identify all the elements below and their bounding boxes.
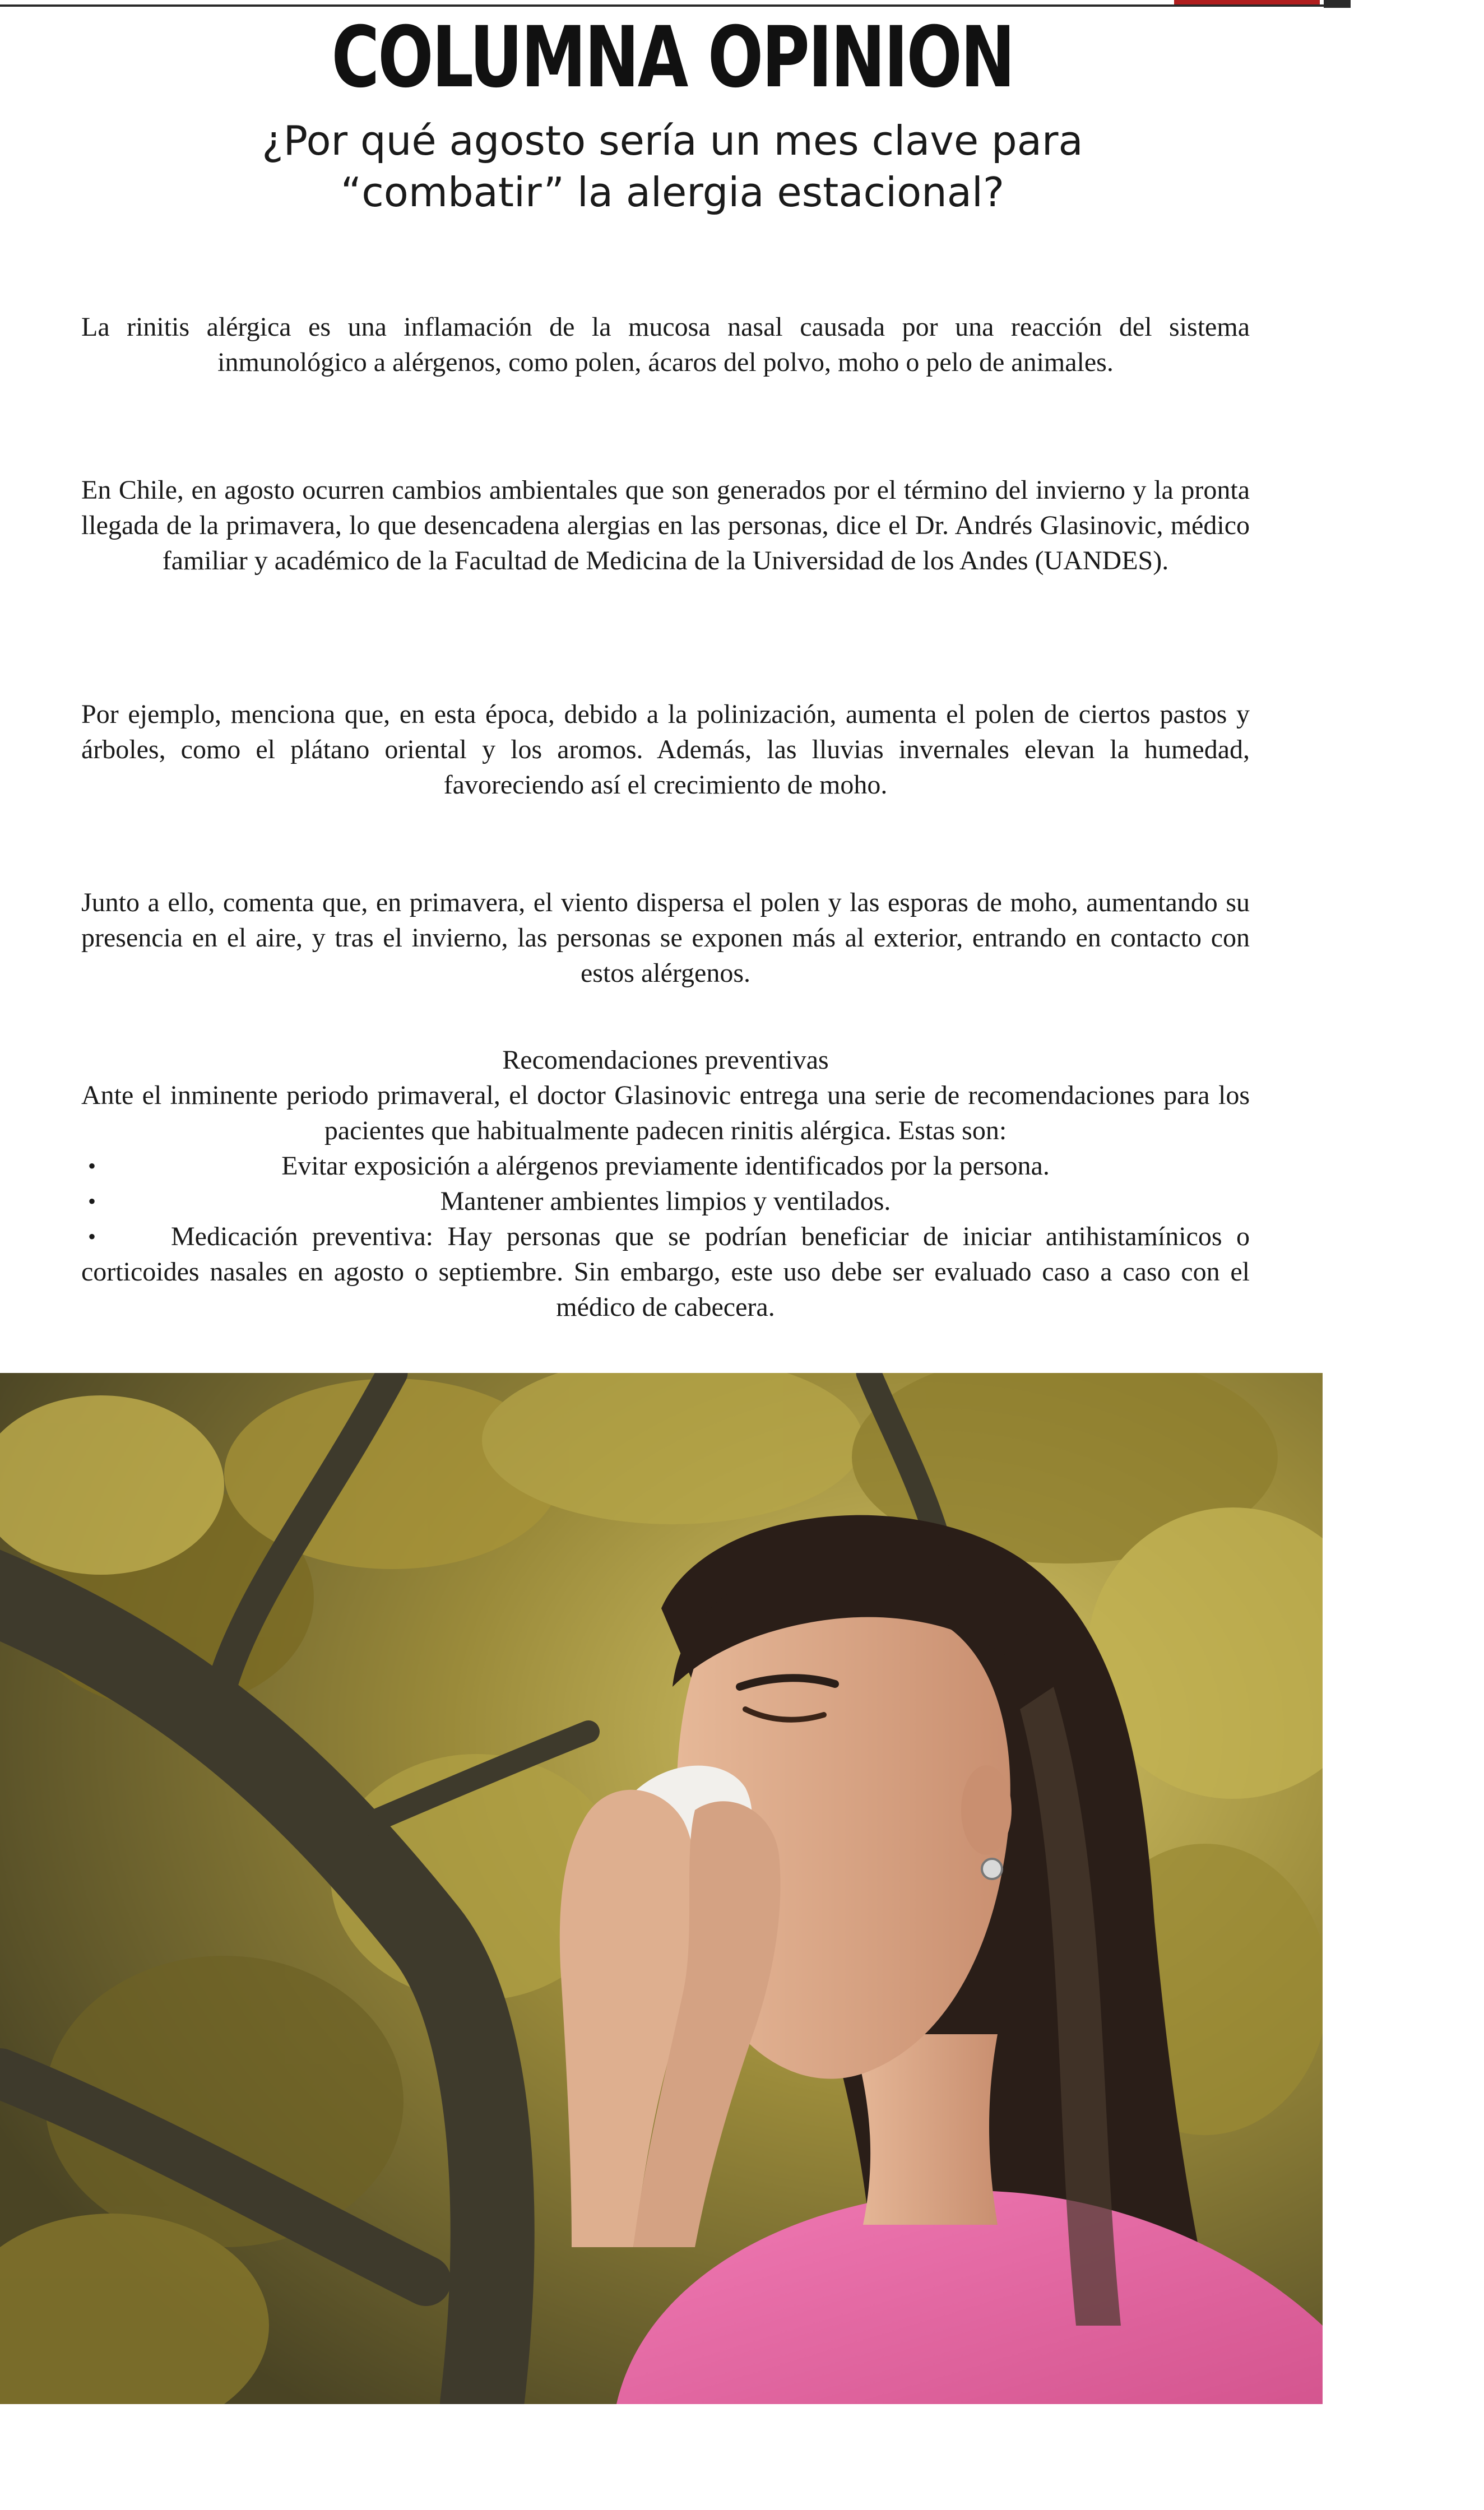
section-title: COLUMNA OPINION xyxy=(331,9,1014,106)
top-accent-bar xyxy=(1174,0,1320,4)
article-headline xyxy=(168,115,1177,218)
top-page-tab xyxy=(1324,0,1351,8)
list-item-text: Mantener ambientes limpios y ventilados. xyxy=(440,1186,891,1216)
bullet-icon: • xyxy=(88,1189,96,1214)
recommendations-intro: Ante el inminente periodo primaveral, el doctor Glasinovic entrega una serie de recomendaciones para los pacientes que habitualmente padecen rinitis alérgica. Estas son: xyxy=(81,1080,1250,1145)
bullet-icon: • xyxy=(88,1224,96,1249)
paragraph-4: Junto a ello, comenta que, en primavera, el viento dispersa el polen y las esporas de moho, aumentando su presencia en el aire, y tras el invierno, las personas se exponen más al exterior, entrando en contacto con estos alérgenos. xyxy=(81,888,1250,988)
list-item-text: Medicación preventiva: Hay personas que se podrían beneficiar de iniciar antihistamínicos o corticoides nasales en agosto o septiembre. Sin embargo, este uso debe ser evaluado caso a caso con el médico de cabecera. xyxy=(81,1222,1250,1322)
paragraph-3: Por ejemplo, menciona que, en esta época, debido a la polinización, aumenta el polen de ciertos pastos y árboles, como el plátano oriental y los aromos. Además, las lluvias invernales elevan la humedad, favoreciendo así el crecimiento de moho. xyxy=(81,699,1250,800)
list-item-text: Evitar exposición a alérgenos previamente identificados por la persona. xyxy=(281,1151,1050,1181)
list-item xyxy=(81,1219,1250,1325)
paragraph-1: La rinitis alérgica es una inflamación de la mucosa nasal causada por una reacción del sistema inmunológico a alérgenos, como polen, ácaros del polvo, moho o pelo de animales. xyxy=(81,312,1250,377)
bullet-icon: • xyxy=(88,1153,96,1179)
list-item xyxy=(81,1148,1250,1184)
recommendations-list xyxy=(81,1148,1250,1325)
headline-line-1: ¿Por qué agosto sería un mes clave para xyxy=(262,117,1083,164)
recommendations-heading: Recomendaciones preventivas xyxy=(502,1045,829,1075)
top-rule xyxy=(0,4,1345,7)
paragraph-2: En Chile, en agosto ocurren cambios ambientales que son generados por el término del invierno y la pronta llegada de la primavera, lo que desencadena alergias en las personas, dice el Dr. Andrés Glasinovic, médico familiar y académico de la Facultad de Medicina de la Universidad de los Andes (UANDES). xyxy=(81,475,1250,576)
headline-line-2: “combatir” la alergia estacional? xyxy=(340,169,1005,216)
photo-woman-sneezing-icon xyxy=(0,1373,1323,2404)
list-item xyxy=(81,1184,1250,1219)
article-photo xyxy=(0,1373,1323,2404)
